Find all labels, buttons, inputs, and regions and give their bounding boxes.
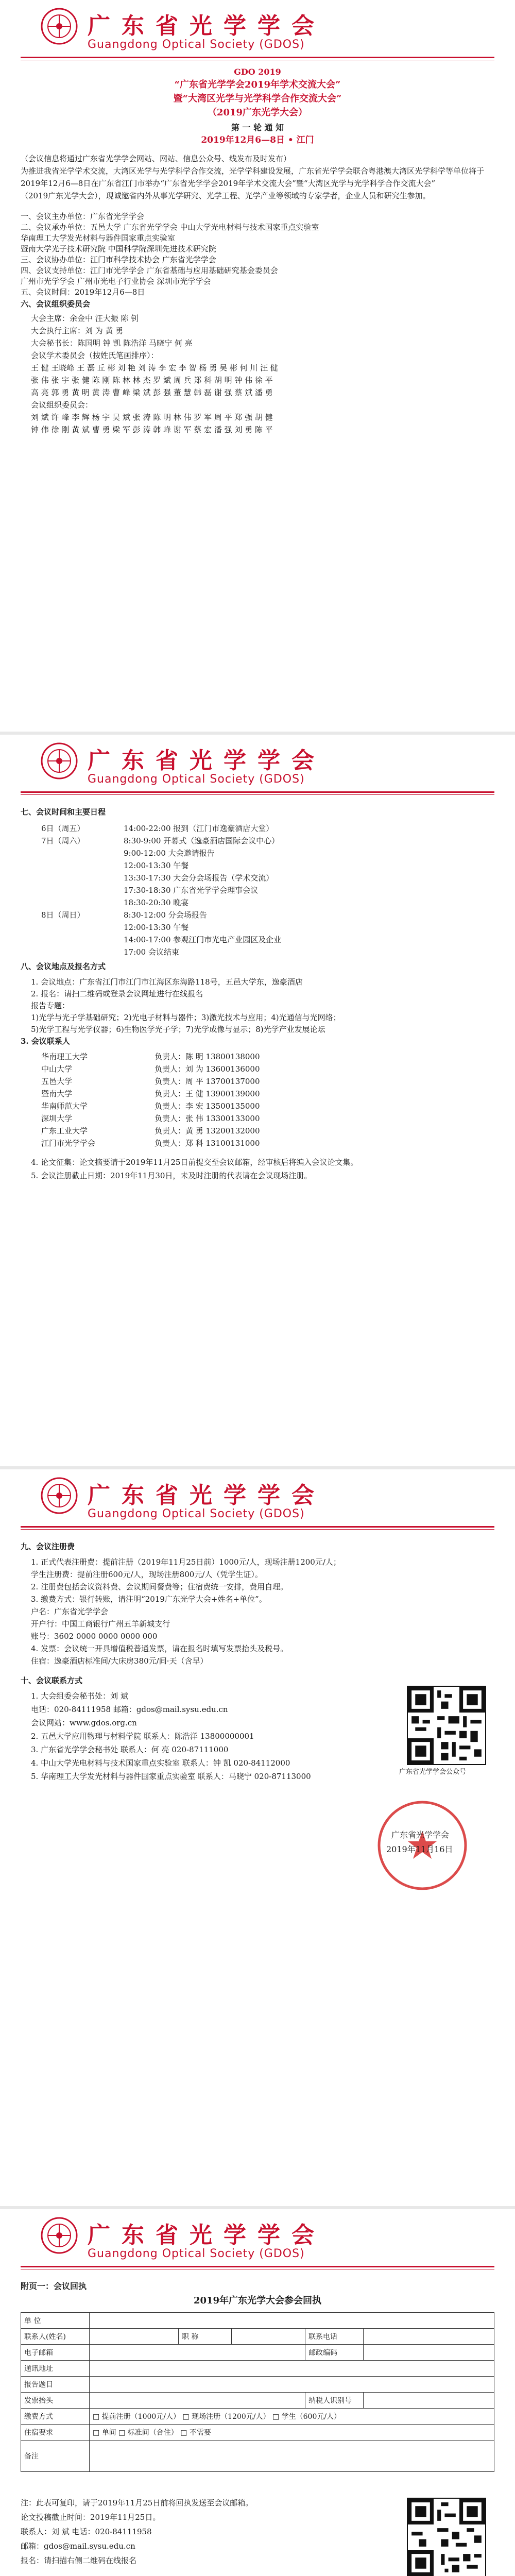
sign-date: 2019年11月16日 bbox=[386, 1844, 453, 1854]
note-line: 5. 会议注册截止日期：2019年11月30日，未及时注册的代表请在会议现场注册。 bbox=[31, 1171, 312, 1180]
fee-line: 户名：广东省光学学会 bbox=[31, 1607, 109, 1616]
label-remark: 备注 bbox=[21, 2441, 90, 2472]
contact-row-label: 暨南大学 bbox=[41, 1089, 73, 1098]
contact-row-label: 华南理工大学 bbox=[41, 1052, 88, 1061]
contact-row-label: 广东工业大学 bbox=[41, 1126, 88, 1136]
venue-heading: 八、会议地点及报名方式 bbox=[21, 962, 106, 971]
label-stay: 住宿要求 bbox=[21, 2425, 90, 2441]
venue-line: 1. 会议地点：广东省江门市江门市江海区东海路118号，五邑大学东，逸豪酒店 bbox=[31, 977, 303, 987]
intro-line: （会议信息将通过广东省光学学会网站、网站、信息公众号、线发布及时发布） bbox=[21, 154, 291, 163]
form-title: 2019年广东光学大会参会回执 bbox=[193, 2295, 322, 2306]
society-logo bbox=[40, 2216, 78, 2255]
header-subtitle: Guangdong Optical Society (GDOS) bbox=[88, 38, 305, 51]
contacts-heading: 3. 会议联系人 bbox=[21, 1037, 70, 1046]
schedule-row-value: 9:00-12:00 大会邀请报告 bbox=[124, 849, 215, 858]
label-fee: 缴费方式 bbox=[21, 2409, 90, 2425]
header-rule bbox=[21, 791, 494, 793]
conf-title-1: “广东省光学学会2019年学术交流大会” bbox=[174, 79, 341, 90]
section-line: 二、会议承办单位：五邑大学 广东省光学学会 中山大学光电材料与技术国家重点实验室 bbox=[21, 223, 319, 232]
fee-options[interactable]: □ 提前注册（1000元/人） □ 现场注册（1200元/人） □ 学生（600元/人） bbox=[90, 2409, 494, 2425]
schedule-row-value: 13:30-17:30 大会分会场报告（学术交流） bbox=[124, 873, 274, 883]
header-title: 广东省光学学会 bbox=[88, 1482, 325, 1509]
label-unit: 单 位 bbox=[21, 2313, 90, 2329]
page-header bbox=[0, 735, 515, 796]
header-subtitle: Guangdong Optical Society (GDOS) bbox=[88, 773, 305, 786]
committee-line: 会议学术委员会（按姓氏笔画排序）： bbox=[31, 351, 159, 360]
schedule-row-value: 17:00 会议结束 bbox=[124, 947, 179, 957]
page-3 bbox=[0, 1469, 515, 2206]
label-postal: 邮政编码 bbox=[305, 2345, 364, 2361]
label-invoice: 发票抬头 bbox=[21, 2393, 90, 2409]
schedule-row-value: 8:30-12:00 分会场报告 bbox=[124, 910, 207, 920]
venue-line: 5)光学工程与光学仪器；6)生物医学光子学；7)光学成像与显示；8)光学产业发展论坛 bbox=[31, 1025, 325, 1034]
schedule-row-label: 7日（周六） bbox=[41, 836, 85, 845]
page-2 bbox=[0, 735, 515, 1466]
note-line: 4. 论文征集：论文摘要请于2019年11月25日前提交至会议邮箱，经审核后将编入会议论文集。 bbox=[31, 1158, 358, 1167]
contact-row-value: 负责人：周 平 13700137000 bbox=[154, 1077, 260, 1086]
header-rule bbox=[21, 1526, 494, 1528]
contact-row-label: 中山大学 bbox=[41, 1064, 73, 1074]
page-header bbox=[0, 1469, 515, 1531]
intro-line: 为推进我省光学学术交流，大湾区光学与光学科学合作交流，光学学科建设发展，广东省光学学会联合粤港澳大湾区光学科学等单位将于 bbox=[21, 166, 485, 176]
sign-organization: 广东省光学学会 bbox=[391, 1830, 450, 1840]
fee-line: 4. 发票：会议统一开具增值税普通发票，请在报名时填写发票抬头及税号。 bbox=[31, 1644, 288, 1653]
society-logo bbox=[40, 1477, 78, 1515]
fee-heading: 九、会议注册费 bbox=[21, 1542, 75, 1551]
contact-row-value: 负责人：陈 明 13800138000 bbox=[154, 1052, 260, 1061]
contact-row-label: 江门市光学学会 bbox=[41, 1139, 96, 1148]
committee-line: 王 健 王晓峰 王 磊 丘 彬 刘 艳 刘 涛 李 宏 李 智 杨 勇 吴 彬 何 川 汪 健 bbox=[31, 363, 278, 372]
schedule-row-label: 6日（周五） bbox=[41, 824, 85, 833]
label-phone: 联系电话 bbox=[305, 2329, 364, 2345]
intro-line: （2019广东光学大会），现诚邀省内外从事光学研究、光学工程、光学产业等领域的专家学者，企业人员和研究生参加。 bbox=[21, 191, 431, 200]
fee-line: 账号：3602 0000 0000 0000 000 bbox=[31, 1632, 158, 1641]
form-note-line: 论文投稿截止时间：2019年11月25日。 bbox=[21, 2513, 161, 2522]
fee-line: 住宿：逸豪酒店标准间/大床房380元/间·天（含早） bbox=[31, 1656, 208, 1666]
stay-options[interactable]: □ 单间 □ 标准间（合住） □ 不需要 bbox=[90, 2425, 494, 2441]
registration-form bbox=[21, 2312, 494, 2472]
header-rule-thin bbox=[21, 794, 494, 795]
form-note-line: 邮箱：gdos@mail.sysu.edu.cn bbox=[21, 2541, 135, 2551]
committee-line: 大会秘书长：陈国明 钟 凯 陈浩洋 马晓宁 何 亮 bbox=[31, 338, 193, 348]
label-title: 职 称 bbox=[179, 2329, 232, 2345]
section-line: 华南理工大学发光材料与器件国家重点实验室 bbox=[21, 233, 176, 243]
committee-line: 大会执行主席：刘 为 黄 勇 bbox=[31, 326, 124, 335]
contact-line: 3. 广东省光学学会秘书处 联系人：何 亮 020-87111000 bbox=[31, 1745, 229, 1754]
fee-line: 3. 缴费方式：银行转账，请注明“2019广东光学大会+姓名+单位”。 bbox=[31, 1595, 267, 1604]
contact-line: 4. 中山大学光电材料与技术国家重点实验室 联系人：钟 凯 020-84112000 bbox=[31, 1758, 290, 1768]
header-title: 广东省光学学会 bbox=[88, 2222, 325, 2248]
fee-line: 1. 正式代表注册费：提前注册（2019年11月25日前）1000元/人，现场注册1200元/人； bbox=[31, 1557, 341, 1567]
committee-line: 刘 斌 许 峰 李 辉 杨 宇 吴 斌 张 涛 陈 明 林 伟 罗 军 周 平 郑 强 胡 健 bbox=[31, 413, 273, 422]
contact-heading: 十、会议联系方式 bbox=[21, 1676, 83, 1685]
field-report[interactable] bbox=[90, 2377, 494, 2393]
schedule-row-value: 12:00-13:30 午餐 bbox=[124, 923, 189, 932]
header-rule bbox=[21, 2266, 494, 2267]
section-line: 暨南大学光子技术研究院 中国科学院深圳先进技术研究院 bbox=[21, 244, 216, 253]
contact-row-label: 华南师范大学 bbox=[41, 1101, 88, 1111]
fee-line: 2. 注册费包括会议资料费、会议期间餐费等；住宿费统一安排，费用自理。 bbox=[31, 1582, 288, 1591]
venue-line: 2. 报名：请扫二维码或登录会议网址进行在线报名 bbox=[31, 989, 203, 998]
schedule-row-value: 8:30-9:00 开幕式（逸豪酒店国际会议中心） bbox=[124, 836, 280, 845]
label-name: 联系人(姓名) bbox=[21, 2329, 90, 2345]
schedule-row-value: 14:00-17:00 参观江门市光电产业园区及企业 bbox=[124, 935, 282, 944]
schedule-row-value: 18:30-20:30 晚宴 bbox=[124, 898, 189, 907]
label-tax: 纳税人识别号 bbox=[305, 2393, 364, 2409]
fee-line: 学生注册费：提前注册600元/人，现场注册800元/人（凭学生证）。 bbox=[31, 1570, 263, 1579]
society-logo bbox=[40, 742, 78, 780]
label-report: 报告题目 bbox=[21, 2377, 90, 2393]
form-note-line: 联系人：刘 斌 电话：020-84111958 bbox=[21, 2527, 152, 2536]
contact-line: 电话：020-84111958 邮箱：gdos@mail.sysu.edu.cn bbox=[31, 1705, 228, 1714]
header-title: 广东省光学学会 bbox=[88, 13, 325, 39]
society-logo bbox=[40, 7, 78, 45]
contact-row-value: 负责人：刘 为 13600136000 bbox=[154, 1064, 260, 1074]
wechat-qr-code bbox=[407, 1686, 486, 1765]
committee-line: 高 亮 郭 勇 黄 明 黄 涛 曹 峰 梁 斌 彭 强 董 慧 韩 磊 谢 强 蔡 斌 潘 勇 bbox=[31, 388, 273, 397]
field-phone[interactable] bbox=[364, 2329, 494, 2345]
page-1 bbox=[0, 0, 515, 732]
schedule-row-value: 12:00-13:30 午餐 bbox=[124, 861, 189, 870]
conf-title-2: 暨“大湾区光学与光学科学合作交流大会” bbox=[173, 93, 342, 104]
doc-code: GDO 2019 bbox=[234, 67, 281, 77]
header-rule-thin bbox=[21, 1529, 494, 1530]
fee-line: 开户行：中国工商银行广州五羊新城支行 bbox=[31, 1619, 170, 1629]
field-unit[interactable] bbox=[90, 2313, 494, 2329]
contact-line: 1. 大会组委会秘书处：刘 斌 bbox=[31, 1691, 128, 1701]
contact-line: 5. 华南理工大学发光材料与器件国家重点实验室 联系人：马晓宁 020-87113000 bbox=[31, 1772, 311, 1781]
contact-line: 会议网站：www.gdos.org.cn bbox=[31, 1718, 137, 1727]
field-email[interactable] bbox=[90, 2345, 305, 2361]
conf-date: 2019年12月6—8日 • 江门 bbox=[201, 135, 314, 145]
committee-line: 钟 伟 徐 刚 黄 斌 曹 勇 梁 军 彭 涛 韩 峰 谢 军 蔡 宏 潘 强 刘 勇 陈 平 bbox=[31, 425, 273, 434]
section-line: 五、会议时间：2019年12月6—8日 bbox=[21, 287, 145, 297]
contact-row-label: 深圳大学 bbox=[41, 1114, 73, 1123]
page-4 bbox=[0, 2209, 515, 2576]
section-line: 一、会议主办单位：广东省光学学会 bbox=[21, 212, 145, 221]
committee-line: 张 伟 张 宇 张 健 陈 刚 陈 林 林 杰 罗 斌 周 兵 郑 科 胡 明 钟 伟 徐 平 bbox=[31, 376, 273, 385]
label-email: 电子邮箱 bbox=[21, 2345, 90, 2361]
contact-row-value: 负责人：黄 勇 13200132000 bbox=[154, 1126, 260, 1136]
header-subtitle: Guangdong Optical Society (GDOS) bbox=[88, 1507, 305, 1520]
qr-caption: 广东省光学学会公众号 bbox=[399, 1768, 467, 1776]
field-title[interactable] bbox=[232, 2329, 305, 2345]
field-address[interactable] bbox=[90, 2361, 494, 2377]
field-postal[interactable] bbox=[364, 2345, 494, 2361]
committee-heading: 六、会议组织委员会 bbox=[21, 299, 91, 309]
field-name[interactable] bbox=[90, 2329, 179, 2345]
field-remark[interactable] bbox=[90, 2441, 494, 2472]
registration-qr-code[interactable] bbox=[407, 2498, 486, 2576]
contact-row-value: 负责人：郑 科 13100131000 bbox=[154, 1139, 260, 1148]
header-title: 广东省光学学会 bbox=[88, 748, 325, 774]
section-line: 三、会议协办单位：江门市科学技术协会 广东省光学学会 bbox=[21, 255, 216, 264]
section-line: 四、会议支持单位：江门市光学学会 广东省基础与应用基础研究基金委员会 bbox=[21, 266, 278, 275]
venue-line: 1)光学与光子学基础研究；2)光电子材料与器件；3)激光技术与应用；4)光通信与光网络； bbox=[31, 1013, 341, 1022]
page-header bbox=[0, 0, 515, 62]
conf-title-3: （2019广东光学大会） bbox=[207, 107, 308, 118]
notice-label: 第 一 轮 通 知 bbox=[231, 123, 284, 132]
schedule-row-label: 8日（周日） bbox=[41, 910, 85, 920]
venue-line: 报告专题： bbox=[31, 1001, 70, 1010]
committee-line: 大会主席：余金中 汪大振 陈 钊 bbox=[31, 314, 139, 323]
form-note-line: 注：此表可复印，请于2019年11月25日前将回执发送至会议邮箱。 bbox=[21, 2498, 253, 2507]
contact-line: 2. 五邑大学应用物理与材料学院 联系人：陈浩洋 13800000001 bbox=[31, 1732, 254, 1741]
attachment-label: 附页一：会议回执 bbox=[21, 2281, 87, 2291]
field-invoice[interactable] bbox=[90, 2393, 305, 2409]
committee-line: 会议组织委员会： bbox=[31, 400, 93, 410]
contact-row-value: 负责人：王 健 13900139000 bbox=[154, 1089, 260, 1098]
intro-line: 2019年12月6—8日在广东省江门市举办“广东省光学学会2019年学术交流大会”暨“大湾区光学与光学科学合作交流大会” bbox=[21, 179, 436, 188]
label-address: 通讯地址 bbox=[21, 2361, 90, 2377]
header-rule bbox=[21, 57, 494, 58]
form-note-line: 报名：请扫描右侧二维码在线报名 bbox=[21, 2556, 137, 2565]
schedule-heading: 七、会议时间和主要日程 bbox=[21, 807, 106, 817]
section-line: 广州市光学学会 广州市光电子行业协会 深圳市光学学会 bbox=[21, 277, 211, 286]
page-header bbox=[0, 2209, 515, 2271]
contact-row-value: 负责人：李 宏 13500135000 bbox=[154, 1101, 260, 1111]
field-tax[interactable] bbox=[364, 2393, 494, 2409]
contact-row-label: 五邑大学 bbox=[41, 1077, 73, 1086]
header-subtitle: Guangdong Optical Society (GDOS) bbox=[88, 2247, 305, 2260]
contact-row-value: 负责人：张 伟 13300133000 bbox=[154, 1114, 260, 1123]
schedule-row-value: 17:30-18:30 广东省光学学会理事会议 bbox=[124, 886, 259, 895]
schedule-row-value: 14:00-22:00 报到（江门市逸豪酒店大堂） bbox=[124, 824, 274, 833]
